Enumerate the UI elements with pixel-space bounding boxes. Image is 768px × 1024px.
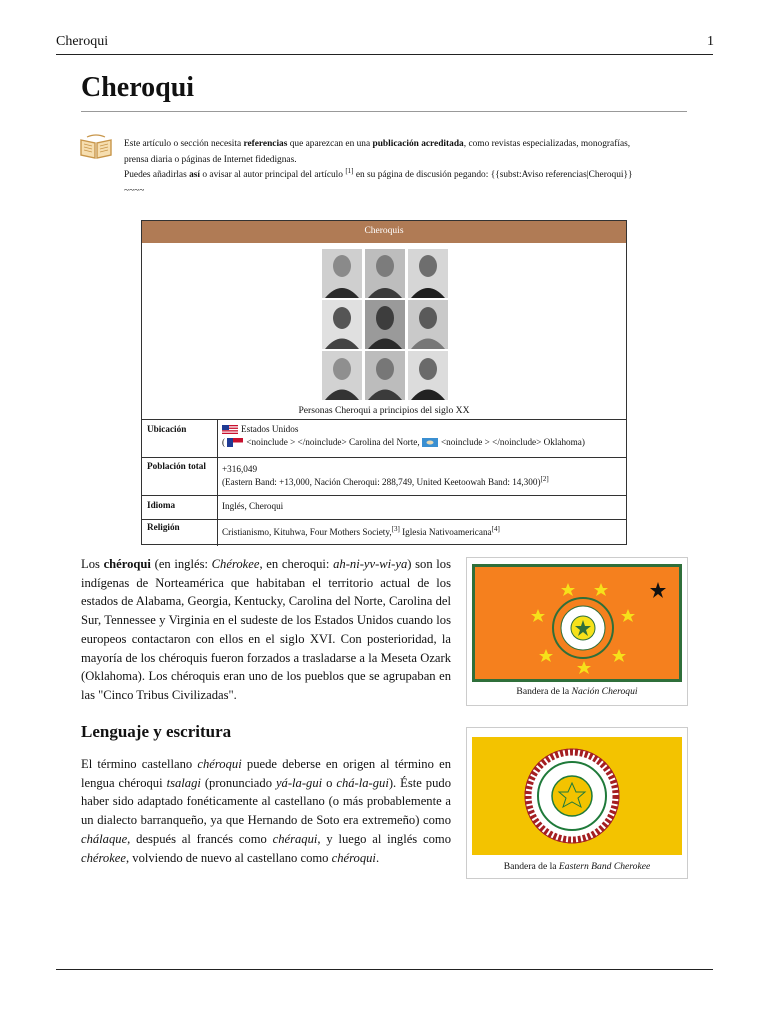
infobox-value[interactable]: Inglés, Cheroqui [222, 501, 284, 511]
header-rule [56, 54, 713, 55]
ref-2[interactable]: [2] [540, 474, 549, 483]
figure-caption: Bandera de la Nación Cheroqui [516, 686, 638, 697]
notice-line-1: Este artículo o sección necesita referencias que aparezcan en una publicación acreditada, como revistas especializadas, monografías, [124, 139, 631, 149]
infobox [141, 220, 627, 545]
location-nc[interactable]: <noinclude > </noinclude> Carolina del Norte, [246, 437, 420, 447]
page-number: 1 [707, 34, 714, 49]
article-title: Cheroqui [81, 72, 195, 103]
infobox-label: Población total [147, 461, 206, 471]
infobox-row-idioma [142, 495, 626, 520]
infobox-divider [217, 520, 218, 546]
infobox-value: +316,049 (Eastern Band: +13,000, Nación Cheroqui: 288,749, United Keetoowah Band: 14,300)[2] [222, 464, 549, 487]
infobox-label: Idioma [147, 500, 176, 510]
infobox-divider [217, 458, 218, 496]
book-icon [78, 134, 114, 160]
notice-bold-referencias[interactable]: referencias [243, 139, 288, 149]
cherokee-nation-flag-image[interactable] [472, 564, 682, 682]
notice-line-3: Puedes añadirlas así o avisar al autor principal del artículo [1] en su página de discusión pegando: {{subst:Aviso referencias|Cheroqui}} [124, 167, 633, 181]
infobox-row-ubicacion [142, 419, 626, 458]
infobox-label: Religión [147, 522, 180, 532]
infobox-value: Estados Unidos ( <noinclude > </noinclude> Carolina del Norte, <noinclude > </noinclude> Oklahoma) [222, 424, 585, 447]
infobox-label: Ubicación [147, 424, 187, 434]
notice-line-2: prensa diaria o páginas de Internet fidedignas. [124, 154, 297, 165]
ref-3[interactable]: [3] [391, 524, 400, 533]
infobox-header: Cheroquis [142, 221, 626, 243]
ref-4[interactable]: [4] [491, 524, 500, 533]
infobox-value[interactable]: Cristianismo, Kituhwa, Four Mothers Society,[3] Iglesia Nativoamericana[4] [222, 524, 500, 537]
ref-1[interactable]: [1] [345, 167, 354, 176]
paragraph-language: El término castellano chéroqui puede deberse en origen al término en lengua chéroqui tsalagi (pronunciado yá-la-gui o chá-la-gui). Éste pudo haber sido adaptado fonéticamente al castellano (o más probablemente a un dialecto barranqueño, ya que Hernando de Soto era extremeño) como chálaque, después al francés como chéraqui, y luego al inglés como chérokee, volviendo de nuevo al castellano como chéroqui. [81, 757, 451, 865]
figure-eastern-band-flag [466, 727, 688, 879]
infobox-row-religion [142, 519, 626, 546]
references-notice [124, 137, 704, 199]
eastern-band-flag-image[interactable] [472, 737, 682, 855]
portrait-collage-image[interactable] [321, 248, 449, 401]
title-rule [81, 111, 687, 112]
oklahoma-flag-icon [422, 438, 438, 447]
infobox-image-caption: Personas Cheroqui a principios del siglo XX [298, 405, 470, 416]
notice-bold-publicacion[interactable]: publicación acreditada [372, 139, 464, 149]
infobox-row-poblacion [142, 457, 626, 496]
running-header-title: Cheroqui [56, 34, 109, 49]
figure-caption: Bandera de la Eastern Band Cherokee [503, 861, 651, 872]
section-heading: Lenguaje y escritura [81, 722, 232, 741]
us-flag-icon [222, 425, 238, 434]
infobox-divider [217, 496, 218, 520]
north-carolina-flag-icon [227, 438, 243, 447]
location-ok[interactable]: <noinclude > </noinclude> Oklahoma) [440, 437, 585, 447]
infobox-divider [217, 420, 218, 458]
footer-rule [56, 969, 713, 970]
location-country[interactable]: Estados Unidos [241, 424, 299, 434]
notice-link-asi[interactable]: así [189, 170, 201, 181]
paragraph-intro: Los chéroqui (en inglés: Chérokee, en cheroqui: ah-ni-yv-wi-ya) son los indígenas de Norteamérica que habitaban el territorio actual de los estados de Alabama, Georgia, Kentucky, Carolina del Norte, Carolina del Sur, Tennessee y Virginia en el sudeste de los Estados Unidos cuando los europeos contactaron con ellos en el siglo XVI. Con posterioridad, la mayoría de los chéroquis fueron forzados a trasladarse a la Meseta Ozark (Oklahoma). Los chéroquis eran uno de los pueblos que se agrupaban en las "Cinco Tribus Civilizadas". [81, 557, 452, 702]
figure-cherokee-nation-flag [466, 557, 688, 706]
notice-line-4: ~~~~ [124, 185, 145, 196]
